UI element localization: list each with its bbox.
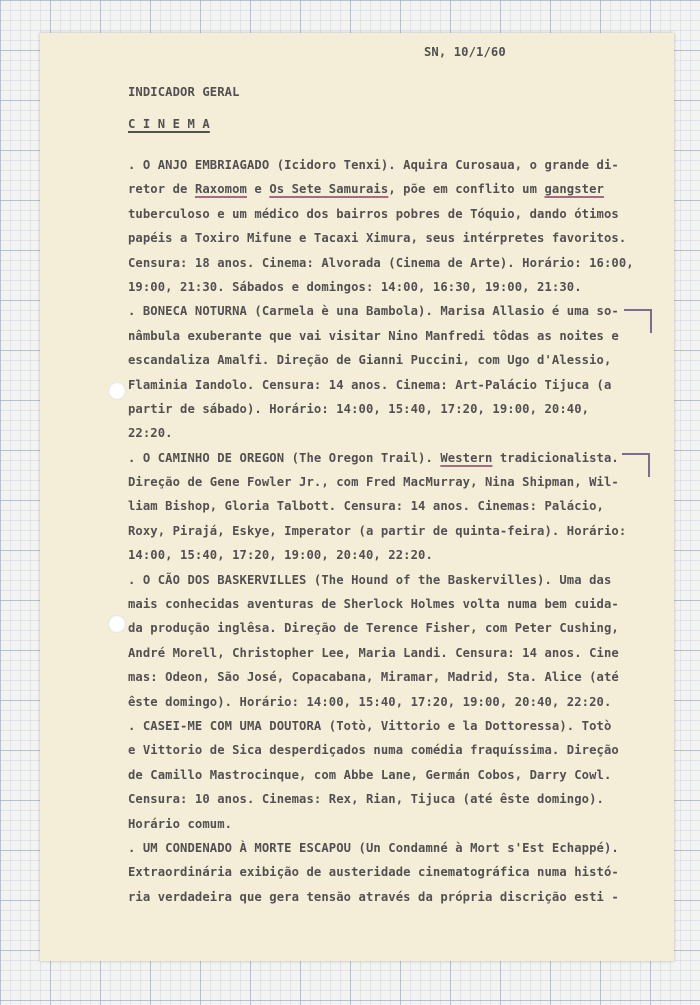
text-segment: Horário comum. <box>128 816 233 831</box>
text-segment: da produção inglêsa. Direção de Terence Fisher, com Peter Cushing, <box>128 621 619 636</box>
text-line <box>128 348 634 372</box>
text-line <box>128 519 634 543</box>
text-segment: partir de sábado). Horário: 14:00, 15:40, 17:20, 19:00, 20:40, <box>128 401 590 416</box>
text-segment: Flaminia Iandolo. Censura: 14 anos. Cinema: Art-Palácio Tijuca (a <box>128 377 612 392</box>
text-segment: Censura: 18 anos. Cinema: Alvorada (Cinema de Arte). Horário: 16:00, <box>128 255 634 270</box>
text-segment: Extraordinária exibição de austeridade cinematográfica numa histó- <box>128 865 619 880</box>
text-line <box>128 543 634 567</box>
text-line <box>128 860 634 884</box>
text-segment: . O ANJO EMBRIAGADO (Icidoro Tenxi). Aquira Curosaua, o grande di- <box>128 158 619 172</box>
text-line <box>128 665 634 689</box>
text-segment: Censura: 10 anos. Cinemas: Rex, Rian, Tijuca (até êste domingo). <box>128 792 604 807</box>
text-line <box>128 763 634 787</box>
text-segment: tuberculoso e um médico dos bairros pobres de Tóquio, dando ótimos <box>128 206 619 221</box>
text-line <box>128 641 634 665</box>
text-segment: de Camillo Mastrocinque, com Abbe Lane, Germán Cobos, Darry Cowl. <box>128 767 612 782</box>
text-line <box>128 836 634 860</box>
text-line <box>128 812 634 836</box>
text-line <box>128 885 634 909</box>
text-segment: mas: Odeon, São José, Copacabana, Miramar, Madrid, Sta. Alice (até <box>128 670 619 685</box>
text-line <box>128 568 634 592</box>
text-line <box>128 738 634 762</box>
text-line <box>128 690 634 714</box>
text-segment: . BONECA NOTURNA (Carmela è una Bambola). Marisa Allasio é uma so- <box>128 304 619 319</box>
text-segment: 14:00, 15:40, 17:20, 19:00, 20:40, 22:20. <box>128 548 433 563</box>
underlined-phrase: Raxomom <box>194 182 247 197</box>
text-line <box>128 470 634 494</box>
text-line <box>128 251 634 275</box>
text-segment: . CASEI-ME COM UMA DOUTORA (Totò, Vittorio e la Dottoressa). Totò <box>128 718 612 733</box>
document-reference: SN, 10/1/60 <box>424 45 506 59</box>
text-line <box>128 494 634 518</box>
text-segment: escandaliza Amalfi. Direção de Gianni Puccini, com Ugo d'Alessio, <box>128 353 612 368</box>
text-line <box>128 397 634 421</box>
text-segment: retor de <box>128 182 195 197</box>
underlined-phrase: Os Sete Samurais <box>269 182 389 197</box>
text-line <box>128 324 634 348</box>
text-line <box>128 616 634 640</box>
text-line <box>128 421 634 445</box>
text-line <box>128 787 634 811</box>
text-segment: . O CAMINHO DE OREGON (The Oregon Trail). <box>128 450 441 465</box>
text-line <box>128 226 634 250</box>
punch-hole <box>108 382 126 400</box>
heading-cinema: C I N E M A <box>128 117 210 131</box>
text-segment: Roxy, Pirajá, Eskye, Imperator (a partir de quinta-feira). Horário: <box>128 523 627 538</box>
text-segment: e Vittorio de Sica desperdiçados numa comédia fraquíssima. Direção <box>128 743 619 758</box>
text-segment: . UM CONDENADO À MORTE ESCAPOU (Un Condamné à Mort s'Est Echappé). <box>128 840 619 855</box>
text-line <box>128 177 634 201</box>
text-line <box>128 153 634 177</box>
text-segment: ria verdadeira que gera tensão através da própria discrição esti - <box>128 889 619 904</box>
text-segment: tradicionalista. <box>492 450 619 465</box>
underlined-phrase: Western <box>440 450 493 465</box>
section-title: INDICADOR GERAL <box>128 85 240 99</box>
text-line <box>128 373 634 397</box>
text-segment: André Morell, Christopher Lee, Maria Landi. Censura: 14 anos. Cine <box>128 645 619 660</box>
text-line <box>128 592 634 616</box>
body-text <box>128 153 634 909</box>
text-segment: Direção de Gene Fowler Jr., com Fred MacMurray, Nina Shipman, Wil- <box>128 475 619 490</box>
text-segment: , põe em conflito um <box>388 182 545 197</box>
text-segment: êste domingo). Horário: 14:00, 15:40, 17:20, 19:00, 20:40, 22:20. <box>128 694 612 709</box>
text-segment: . O CÃO DOS BASKERVILLES (The Hound of the Baskervilles). Uma das <box>128 572 612 587</box>
text-segment: liam Bishop, Gloria Talbott. Censura: 14 anos. Cinemas: Palácio, <box>128 499 604 514</box>
punch-hole <box>108 615 126 633</box>
text-line <box>128 202 634 226</box>
text-line <box>128 446 634 470</box>
text-segment: papéis a Toxiro Mifune e Tacaxi Ximura, seus intérpretes favoritos. <box>128 231 627 246</box>
text-segment: 22:20. <box>128 426 173 441</box>
typewritten-sheet <box>40 33 674 961</box>
underlined-phrase: gangster <box>544 182 604 197</box>
text-segment: 19:00, 21:30. Sábados e domingos: 14:00, 16:30, 19:00, 21:30. <box>128 279 582 294</box>
text-line <box>128 299 634 323</box>
text-segment: mais conhecidas aventuras de Sherlock Holmes volta numa bem cuida- <box>128 597 619 612</box>
text-line <box>128 275 634 299</box>
text-line <box>128 714 634 738</box>
text-segment: nâmbula exuberante que vai visitar Nino Manfredi tôdas as noites e <box>128 328 619 343</box>
text-segment: e <box>247 182 270 197</box>
